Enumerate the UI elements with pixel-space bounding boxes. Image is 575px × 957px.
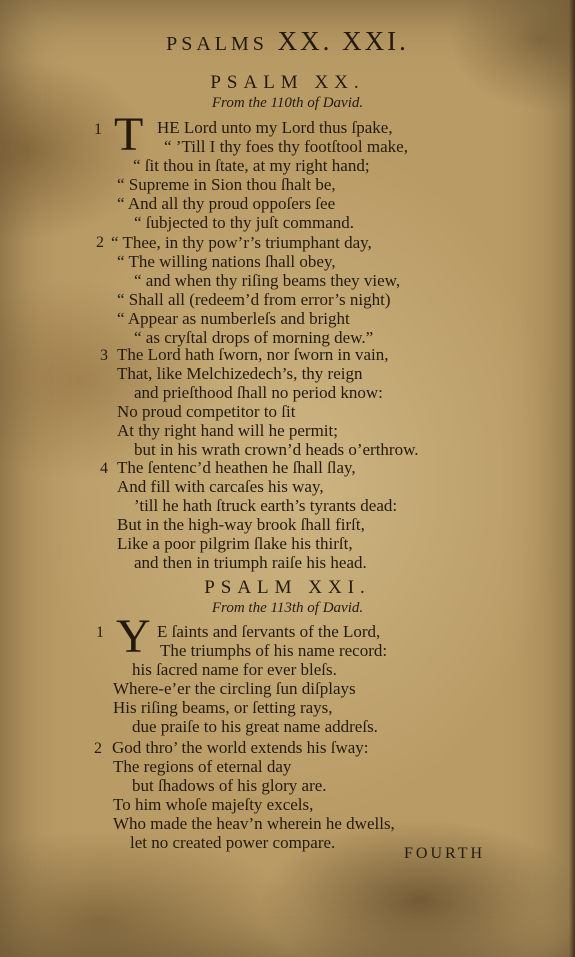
psalm-xx-s1-line-2: “ ’Till I thy foes thy footſtool make, xyxy=(164,137,408,156)
psalm-xxi-s2-line-4: To him whoſe majeſty excels, xyxy=(113,795,314,814)
psalm-xx-s1-line-4: “ Supreme in Sion thou ſhalt be, xyxy=(117,175,336,194)
psalm-xx-source: From the 110th of David. xyxy=(211,95,364,111)
psalm-xxi-s2-line-3: but ſhadows of his glory are. xyxy=(132,776,327,795)
psalm-xxi-stanza-2-number: 2 xyxy=(94,740,102,757)
psalm-xx-stanza-4-number: 4 xyxy=(100,460,108,477)
psalm-xxi-s2-line-6: let no created power compare. xyxy=(130,833,336,852)
psalm-xx-s3-line-1: The Lord hath ſworn, nor ſworn in vain, xyxy=(117,345,389,364)
psalm-xx-s2-line-4: “ Shall all (redeem’d from error’s night) xyxy=(117,290,391,309)
psalm-xx-s2-line-2: “ The willing nations ſhall obey, xyxy=(117,252,336,271)
psalm-xxi-s1-line-5: His riſing beams, or ſetting rays, xyxy=(113,698,333,717)
psalm-xx-s1-line-1: HE Lord unto my Lord thus ſpake, xyxy=(157,118,393,137)
psalm-xx-s4-line-2: And fill with carcaſes his way, xyxy=(117,477,324,496)
psalm-xx-s1-line-5: “ And all thy proud oppoſers ſee xyxy=(117,194,336,213)
psalm-xxi-s1-line-3: his ſacred name for ever bleſs. xyxy=(132,660,337,679)
psalm-xxi-dropcap: Y xyxy=(116,610,151,663)
psalm-xx-stanza-2-number: 2 xyxy=(96,234,104,251)
psalm-xx-s2-line-5: “ Appear as numberleſs and bright xyxy=(117,309,350,328)
running-head-numbers: XX. XXI. xyxy=(277,26,409,56)
psalm-xx-dropcap: T xyxy=(114,108,144,161)
psalm-xx-s3-line-6: but in his wrath crown’d heads o’erthrow. xyxy=(134,440,419,459)
psalm-xxi-s2-line-2: The regions of eternal day xyxy=(113,757,292,776)
psalm-xx-s4-line-1: The ſentenc’d heathen he ſhall ſlay, xyxy=(117,458,356,477)
running-head xyxy=(0,26,575,57)
psalm-xx-s4-line-4: But in the high-way brook ſhall firſt, xyxy=(117,515,365,534)
psalm-xx-s4-line-6: and then in triumph raiſe his head. xyxy=(134,553,367,572)
psalm-xx-s4-line-3: ’till he hath ſtruck earth’s tyrants dead: xyxy=(134,496,398,515)
psalm-xx-stanza-1-number: 1 xyxy=(94,121,102,138)
psalm-xxi-source: From the 113th of David. xyxy=(211,600,364,616)
psalm-xxi-s1-line-2: The triumphs of his name record: xyxy=(160,641,388,660)
psalm-xx-stanza-3-number: 3 xyxy=(100,347,108,364)
page-edge-shadow xyxy=(569,0,575,957)
psalm-xx-s2-line-1: “ Thee, in thy pow’r’s triumphant day, xyxy=(111,233,372,252)
psalm-xxi-s1-line-6: due praiſe to his great name addreſs. xyxy=(132,717,378,736)
psalm-xx-s2-line-3: “ and when thy riſing beams they view, xyxy=(134,271,401,290)
psalm-xx-heading: PSALM XX. xyxy=(210,72,365,93)
psalm-xxi-heading: PSALM XXI. xyxy=(204,577,371,598)
psalm-xx-s1-line-3: “ ſit thou in ſtate, at my right hand; xyxy=(133,156,370,175)
psalm-xxi-s1-line-1: E ſaints and ſervants of the Lord, xyxy=(157,622,381,641)
psalm-xx-s3-line-5: At thy right hand will he permit; xyxy=(117,421,338,440)
psalm-xx-s3-line-2: That, like Melchizedech’s, thy reign xyxy=(117,364,363,383)
psalm-xx-s2-line-6: “ as cryſtal drops of morning dew.” xyxy=(134,328,374,347)
catchword: FOURTH xyxy=(404,845,486,862)
psalm-xxi-s1-line-4: Where-e’er the circling ſun diſplays xyxy=(113,679,356,698)
psalm-xx-s1-line-6: “ ſubjected to thy juſt command. xyxy=(134,213,355,232)
running-head-psalms: PSALMS xyxy=(166,33,268,55)
psalm-xx-s3-line-4: No proud competitor to ſit xyxy=(117,402,296,421)
psalm-xx-s4-line-5: Like a poor pilgrim ſlake his thirſt, xyxy=(117,534,353,553)
psalm-xxi-s2-line-5: Who made the heav’n wherein he dwells, xyxy=(113,814,395,833)
psalm-xxi-s2-line-1: God thro’ the world extends his ſway: xyxy=(112,738,369,757)
psalm-xxi-stanza-1-number: 1 xyxy=(96,624,104,641)
psalm-xx-s3-line-3: and prieſthood ſhall no period know: xyxy=(134,383,383,402)
